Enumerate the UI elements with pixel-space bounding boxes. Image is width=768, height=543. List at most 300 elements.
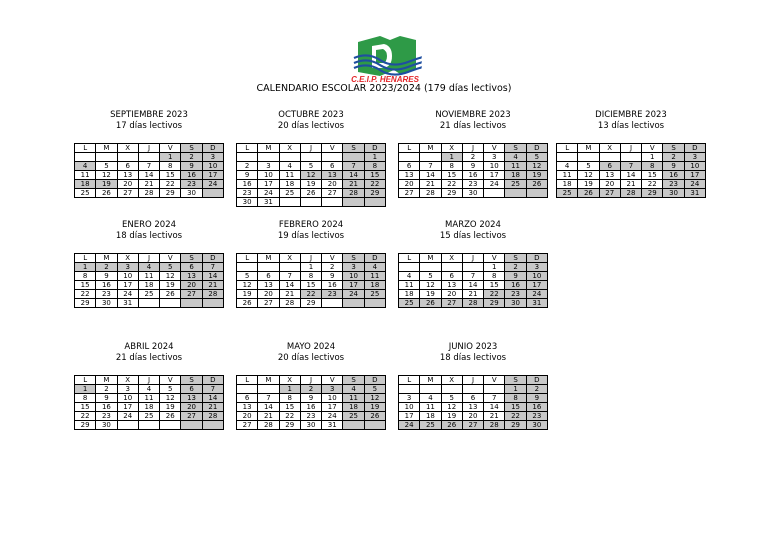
day-cell: 21 [343,180,364,189]
lectivos-count: 13 días lectivos [597,121,665,131]
week-row [237,171,386,180]
day-cell: 2 [181,153,202,162]
empty-cell [96,153,117,162]
day-cell: 25 [138,412,159,421]
month-block [398,342,548,430]
weekday-label: J [138,376,159,385]
week-row [399,403,548,412]
day-cell: 27 [258,299,279,308]
weekday-label: V [160,144,181,153]
month-table [74,143,224,198]
day-cell: 17 [526,281,547,290]
empty-cell [279,153,300,162]
empty-cell [300,153,321,162]
empty-cell [364,421,385,430]
day-cell: 24 [117,412,138,421]
day-cell: 8 [441,162,462,171]
day-cell: 12 [237,281,258,290]
day-cell: 3 [117,385,138,394]
month-name: ABRIL 2024 [124,342,174,352]
day-cell: 6 [599,162,620,171]
day-cell: 11 [557,171,578,180]
day-cell: 25 [138,290,159,299]
empty-cell [322,299,343,308]
week-row [75,412,224,421]
day-cell: 5 [237,272,258,281]
weekday-label: D [364,254,385,263]
day-cell: 28 [258,421,279,430]
month-name: ENERO 2024 [121,220,177,230]
week-row [75,281,224,290]
day-cell: 13 [181,272,202,281]
weekday-label: J [462,254,483,263]
day-cell: 14 [620,171,641,180]
day-cell: 29 [75,421,96,430]
day-cell: 23 [237,189,258,198]
day-cell: 13 [599,171,620,180]
empty-cell [441,385,462,394]
week-row [399,421,548,430]
lectivos-count: 19 días lectivos [277,231,345,241]
day-cell: 10 [399,403,420,412]
day-cell: 14 [484,403,505,412]
day-cell: 26 [160,412,181,421]
day-cell: 4 [138,263,159,272]
week-row [75,290,224,299]
week-row [237,281,386,290]
day-cell: 6 [399,162,420,171]
day-cell: 29 [441,189,462,198]
day-cell: 30 [663,189,684,198]
week-row [399,412,548,421]
day-cell: 12 [96,171,117,180]
day-cell: 16 [96,281,117,290]
empty-cell [138,421,159,430]
week-row [557,162,706,171]
weekday-label: V [322,376,343,385]
day-cell: 8 [300,272,321,281]
day-cell: 11 [138,272,159,281]
month-table [236,143,386,207]
week-row [399,162,548,171]
day-cell: 19 [420,290,441,299]
day-cell: 30 [237,198,258,207]
day-cell: 10 [202,162,223,171]
day-cell: 21 [484,412,505,421]
day-cell: 12 [526,162,547,171]
day-cell: 5 [578,162,599,171]
day-cell: 8 [160,162,181,171]
day-cell: 5 [420,272,441,281]
day-cell: 11 [138,394,159,403]
weekday-label: S [343,144,364,153]
day-cell: 11 [75,171,96,180]
weekday-label: M [258,254,279,263]
week-row [557,189,706,198]
day-cell: 25 [364,290,385,299]
day-cell: 1 [300,263,321,272]
weekday-label: L [237,254,258,263]
day-cell: 7 [258,394,279,403]
day-cell: 6 [237,394,258,403]
week-row [237,263,386,272]
day-cell: 24 [343,290,364,299]
day-cell: 7 [343,162,364,171]
day-cell: 3 [484,153,505,162]
week-row [399,180,548,189]
day-cell: 10 [484,162,505,171]
month-block [74,220,224,308]
day-cell: 6 [462,394,483,403]
weekday-header-row [237,254,386,263]
day-cell: 15 [642,171,663,180]
day-cell: 19 [526,171,547,180]
day-cell: 9 [181,162,202,171]
weekday-label: S [343,254,364,263]
weekday-label: X [117,144,138,153]
month-name: SEPTIEMBRE 2023 [110,110,188,120]
weekday-label: X [441,144,462,153]
week-row [75,385,224,394]
day-cell: 14 [202,272,223,281]
day-cell: 26 [578,189,599,198]
month-table [398,253,548,308]
weekday-label: D [526,144,547,153]
day-cell: 26 [300,189,321,198]
day-cell: 1 [364,153,385,162]
day-cell: 15 [279,403,300,412]
day-cell: 25 [75,189,96,198]
day-cell: 12 [364,394,385,403]
weekday-label: S [181,254,202,263]
weekday-label: S [663,144,684,153]
day-cell: 14 [258,403,279,412]
week-row [75,299,224,308]
day-cell: 13 [237,403,258,412]
weekday-label: S [181,144,202,153]
empty-cell [526,189,547,198]
day-cell: 19 [364,403,385,412]
lectivos-count: 17 días lectivos [115,121,183,131]
day-cell: 15 [75,281,96,290]
day-cell: 22 [75,290,96,299]
weekday-label: S [505,376,526,385]
day-cell: 1 [441,153,462,162]
empty-cell [279,263,300,272]
day-cell: 1 [75,263,96,272]
day-cell: 17 [322,403,343,412]
day-cell: 20 [441,290,462,299]
day-cell: 6 [117,162,138,171]
day-cell: 23 [96,290,117,299]
day-cell: 18 [420,412,441,421]
weekday-label: M [420,376,441,385]
weekday-label: L [75,376,96,385]
day-cell: 20 [462,412,483,421]
day-cell: 8 [484,272,505,281]
day-cell: 10 [526,272,547,281]
day-cell: 9 [663,162,684,171]
empty-cell [258,263,279,272]
day-cell: 3 [258,162,279,171]
day-cell: 27 [399,189,420,198]
weekday-label: X [279,254,300,263]
day-cell: 22 [279,412,300,421]
day-cell: 20 [258,290,279,299]
weekday-label: V [322,254,343,263]
day-cell: 4 [505,153,526,162]
week-row [237,385,386,394]
day-cell: 5 [96,162,117,171]
empty-cell [420,263,441,272]
empty-cell [620,153,641,162]
day-cell: 14 [462,281,483,290]
day-cell: 23 [663,180,684,189]
day-cell: 20 [181,403,202,412]
day-cell: 9 [322,272,343,281]
day-cell: 16 [300,403,321,412]
week-row [557,180,706,189]
weekday-label: D [526,376,547,385]
day-cell: 30 [96,421,117,430]
weekday-header-row [75,376,224,385]
day-cell: 2 [96,385,117,394]
weekday-header-row [399,254,548,263]
day-cell: 16 [462,171,483,180]
day-cell: 27 [462,421,483,430]
day-cell: 6 [322,162,343,171]
day-cell: 4 [75,162,96,171]
week-row [237,272,386,281]
day-cell: 21 [202,403,223,412]
lectivos-count: 21 días lectivos [115,353,183,363]
weekday-label: L [75,254,96,263]
day-cell: 11 [505,162,526,171]
weekday-label: V [642,144,663,153]
empty-cell [484,385,505,394]
weekday-label: L [399,144,420,153]
day-cell: 10 [258,171,279,180]
weekday-label: V [484,254,505,263]
day-cell: 9 [462,162,483,171]
empty-cell [578,153,599,162]
weekday-label: X [117,254,138,263]
day-cell: 1 [484,263,505,272]
day-cell: 29 [642,189,663,198]
empty-cell [300,198,321,207]
day-cell: 25 [279,189,300,198]
lectivos-count: 20 días lectivos [277,121,345,131]
day-cell: 1 [642,153,663,162]
day-cell: 26 [160,290,181,299]
weekday-header-row [75,254,224,263]
month-name: DICIEMBRE 2023 [595,110,667,120]
empty-cell [117,153,138,162]
month-block [556,110,706,198]
day-cell: 4 [420,394,441,403]
weekday-label: S [343,376,364,385]
day-cell: 21 [620,180,641,189]
day-cell: 3 [117,263,138,272]
empty-cell [505,189,526,198]
day-cell: 1 [75,385,96,394]
week-row [399,263,548,272]
day-cell: 29 [75,299,96,308]
week-row [557,171,706,180]
weekday-header-row [557,144,706,153]
day-cell: 8 [642,162,663,171]
day-cell: 29 [484,299,505,308]
weekday-label: S [181,376,202,385]
weekday-label: L [399,254,420,263]
day-cell: 17 [117,403,138,412]
empty-cell [599,153,620,162]
day-cell: 21 [462,290,483,299]
weekday-label: J [300,376,321,385]
day-cell: 24 [322,412,343,421]
month-table [398,143,548,198]
day-cell: 15 [441,171,462,180]
empty-cell [181,299,202,308]
week-row [237,421,386,430]
week-row [75,153,224,162]
day-cell: 13 [117,171,138,180]
week-row [399,272,548,281]
day-cell: 28 [420,189,441,198]
day-cell: 29 [160,189,181,198]
week-row [399,189,548,198]
day-cell: 12 [420,281,441,290]
day-cell: 19 [237,290,258,299]
day-cell: 11 [399,281,420,290]
day-cell: 31 [322,421,343,430]
weekday-label: X [279,376,300,385]
day-cell: 28 [279,299,300,308]
day-cell: 11 [364,272,385,281]
day-cell: 21 [279,290,300,299]
month-name: JUNIO 2023 [448,342,498,352]
day-cell: 9 [96,394,117,403]
day-cell: 21 [138,180,159,189]
day-cell: 10 [322,394,343,403]
day-cell: 15 [364,171,385,180]
day-cell: 28 [202,412,223,421]
month-block [398,220,548,308]
weekday-label: V [322,144,343,153]
day-cell: 2 [96,263,117,272]
lectivos-count: 21 días lectivos [439,121,507,131]
empty-cell [237,263,258,272]
day-cell: 28 [484,421,505,430]
weekday-label: S [505,144,526,153]
empty-cell [364,198,385,207]
weekday-header-row [399,376,548,385]
day-cell: 27 [599,189,620,198]
day-cell: 10 [684,162,705,171]
day-cell: 4 [138,385,159,394]
day-cell: 27 [181,290,202,299]
day-cell: 31 [526,299,547,308]
month-name: OCTUBRE 2023 [278,110,344,120]
day-cell: 18 [557,180,578,189]
day-cell: 7 [202,263,223,272]
day-cell: 26 [364,412,385,421]
day-cell: 7 [202,385,223,394]
weekday-label: M [578,144,599,153]
empty-cell [322,153,343,162]
day-cell: 9 [505,272,526,281]
day-cell: 16 [663,171,684,180]
week-row [75,180,224,189]
day-cell: 26 [96,189,117,198]
week-row [399,385,548,394]
empty-cell [462,385,483,394]
weekday-label: X [117,376,138,385]
empty-cell [343,198,364,207]
week-row [237,412,386,421]
day-cell: 8 [75,394,96,403]
empty-cell [138,299,159,308]
day-cell: 21 [420,180,441,189]
empty-cell [202,299,223,308]
day-cell: 20 [117,180,138,189]
weekday-label: M [258,144,279,153]
weekday-label: V [484,376,505,385]
day-cell: 6 [181,263,202,272]
day-cell: 12 [160,394,181,403]
empty-cell [462,263,483,272]
day-cell: 14 [420,171,441,180]
week-row [237,299,386,308]
day-cell: 23 [462,180,483,189]
weekday-label: V [160,376,181,385]
weekday-label: X [599,144,620,153]
day-cell: 26 [441,421,462,430]
empty-cell [202,421,223,430]
day-cell: 5 [364,385,385,394]
day-cell: 3 [202,153,223,162]
day-cell: 13 [462,403,483,412]
day-cell: 30 [300,421,321,430]
day-cell: 23 [322,290,343,299]
day-cell: 18 [343,403,364,412]
weekday-label: M [258,376,279,385]
weekday-label: J [462,376,483,385]
empty-cell [420,153,441,162]
day-cell: 23 [181,180,202,189]
weekday-label: J [138,144,159,153]
month-table [236,375,386,430]
weekday-label: D [364,376,385,385]
day-cell: 30 [181,189,202,198]
month-table [74,253,224,308]
day-cell: 23 [505,290,526,299]
weekday-label: J [620,144,641,153]
weekday-label: S [505,254,526,263]
day-cell: 29 [364,189,385,198]
lectivos-count: 20 días lectivos [277,353,345,363]
weekday-label: J [300,144,321,153]
day-cell: 28 [620,189,641,198]
week-row [399,394,548,403]
month-table [74,375,224,430]
weekday-label: M [96,376,117,385]
day-cell: 18 [75,180,96,189]
day-cell: 17 [343,281,364,290]
day-cell: 22 [75,412,96,421]
day-cell: 12 [441,403,462,412]
day-cell: 7 [462,272,483,281]
